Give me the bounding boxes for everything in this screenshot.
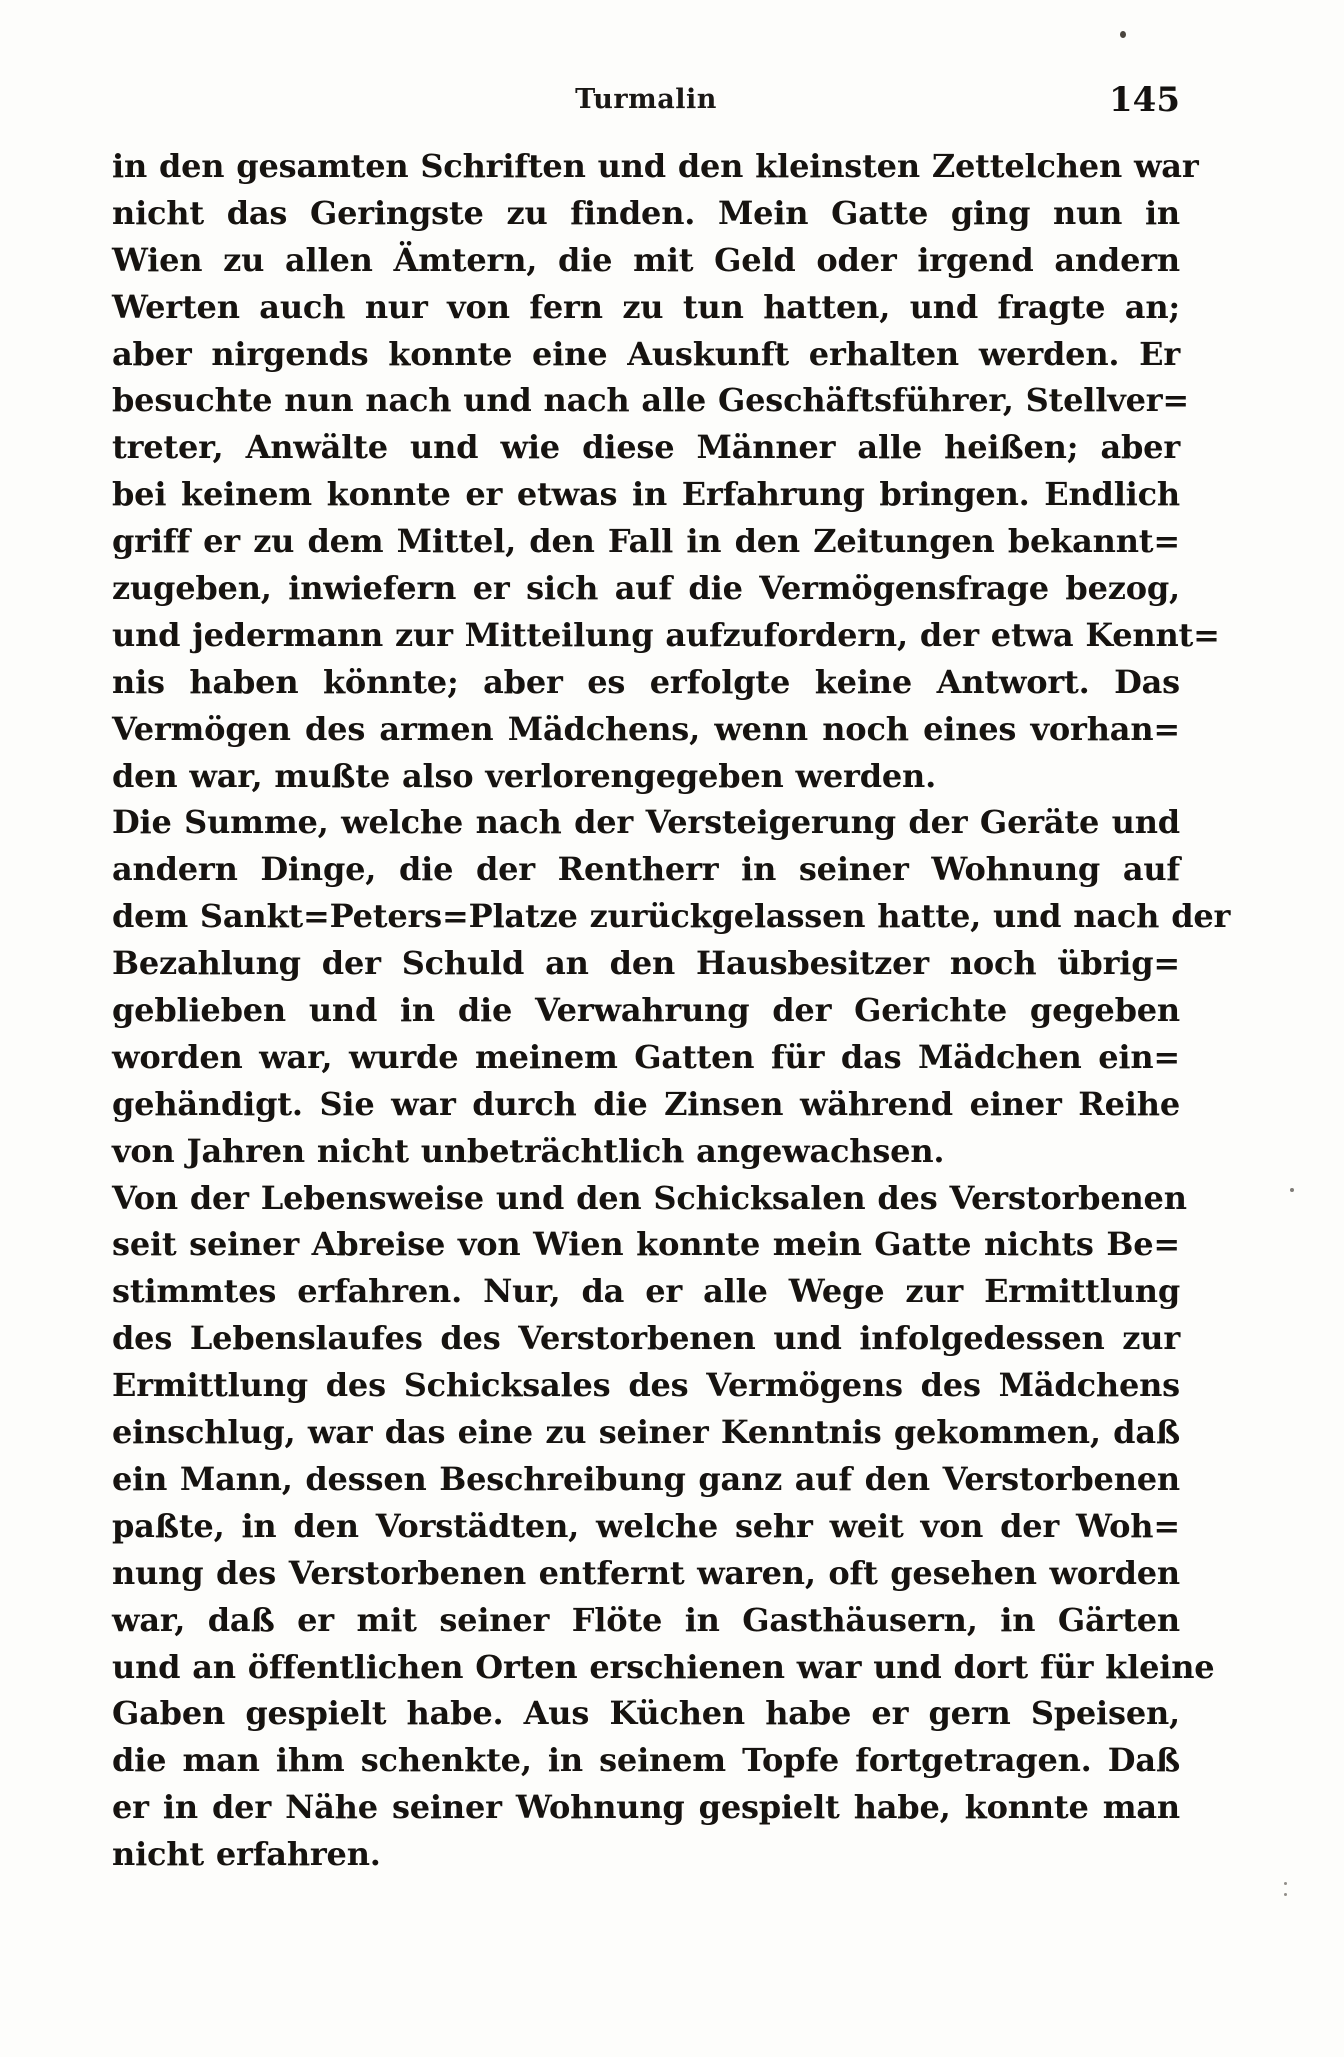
text-line: er in der Nähe seiner Wohnung gespielt habe, konnte man (112, 1788, 1180, 1827)
text-line: nung des Verstorbenen entfernt waren, oft gesehen worden (112, 1553, 1180, 1592)
text-line: und an öffentlichen Orten erschienen war und dort für kleine (112, 1647, 1215, 1686)
page-header (112, 80, 1180, 122)
text-line: worden war, wurde meinem Gatten für das Mädchen ein= (112, 1037, 1180, 1076)
text-line: und jedermann zur Mitteilung aufzufordern, der etwa Kennt= (112, 615, 1220, 654)
text-line: zugeben, inwiefern er sich auf die Vermögensfrage bezog, (112, 569, 1180, 608)
text-line: treter, Anwälte und wie diese Männer alle heißen; aber (112, 428, 1180, 467)
text-line: seit seiner Abreise von Wien konnte mein Gatte nichts Be= (112, 1225, 1180, 1264)
text-line: gehändigt. Sie war durch die Zinsen während einer Reihe (112, 1084, 1180, 1123)
body-text (112, 143, 1231, 1878)
text-line: Werten auch nur von fern zu tun hatten, und fragte an; (112, 287, 1180, 326)
scan-artifact-dot (1284, 1882, 1287, 1885)
text-line: Gaben gespielt habe. Aus Küchen habe er gern Speisen, (112, 1694, 1180, 1733)
text-line: die man ihm schenkte, in seinem Topfe fortgetragen. Daß (112, 1741, 1180, 1780)
text-line: den war, mußte also verlorengegeben werden. (112, 756, 937, 795)
text-line: Wien zu allen Ämtern, die mit Geld oder irgend andern (112, 240, 1180, 279)
text-line: des Lebenslaufes des Verstorbenen und infolgedessen zur (112, 1319, 1180, 1358)
scan-artifact-dot (1120, 31, 1126, 38)
text-line: Ermittlung des Schicksales des Vermögens des Mädchens (112, 1366, 1180, 1405)
scan-artifact-dot (1284, 1893, 1287, 1896)
scan-artifact-dot (1290, 1188, 1294, 1192)
text-line: bei keinem konnte er etwas in Erfahrung bringen. Endlich (112, 475, 1180, 514)
text-line: aber nirgends konnte eine Auskunft erhalten werden. Er (112, 334, 1180, 373)
text-line: andern Dinge, die der Rentherr in seiner Wohnung auf (112, 850, 1180, 889)
text-line: Vermögen des armen Mädchens, wenn noch eines vorhan= (112, 709, 1180, 748)
text-line: ein Mann, dessen Beschreibung ganz auf den Verstorbenen (112, 1459, 1180, 1498)
text-line: einschlug, war das eine zu seiner Kenntnis gekommen, daß (112, 1413, 1180, 1452)
text-line: griff er zu dem Mittel, den Fall in den Zeitungen bekannt= (112, 522, 1180, 561)
text-line: nis haben könnte; aber es erfolgte keine Antwort. Das (112, 662, 1180, 701)
text-line: besuchte nun nach und nach alle Geschäftsführer, Stellver= (112, 381, 1190, 420)
text-line: Bezahlung der Schuld an den Hausbesitzer noch übrig= (112, 944, 1180, 983)
text-line: dem Sankt=Peters=Platze zurückgelassen hatte, und nach der (112, 897, 1231, 936)
text-line: war, daß er mit seiner Flöte in Gasthäusern, in Gärten (112, 1600, 1180, 1639)
running-header-title: Turmalin (575, 84, 717, 115)
text-line: paßte, in den Vorstädten, welche sehr weit von der Woh= (112, 1506, 1180, 1545)
text-line: Die Summe, welche nach der Versteigerung der Geräte und (112, 803, 1180, 842)
text-line: nicht erfahren. (112, 1835, 381, 1874)
text-line: stimmtes erfahren. Nur, da er alle Wege zur Ermittlung (112, 1272, 1180, 1311)
text-line: Von der Lebensweise und den Schicksalen des Verstorbenen (112, 1178, 1187, 1217)
text-line: geblieben und in die Verwahrung der Gerichte gegeben (112, 991, 1180, 1030)
page-number: 145 (1109, 80, 1180, 120)
text-line: von Jahren nicht unbeträchtlich angewachsen. (112, 1131, 945, 1170)
text-line: in den gesamten Schriften und den kleinsten Zettelchen war (112, 147, 1199, 185)
text-line: nicht das Geringste zu finden. Mein Gatte ging nun in (112, 193, 1180, 232)
